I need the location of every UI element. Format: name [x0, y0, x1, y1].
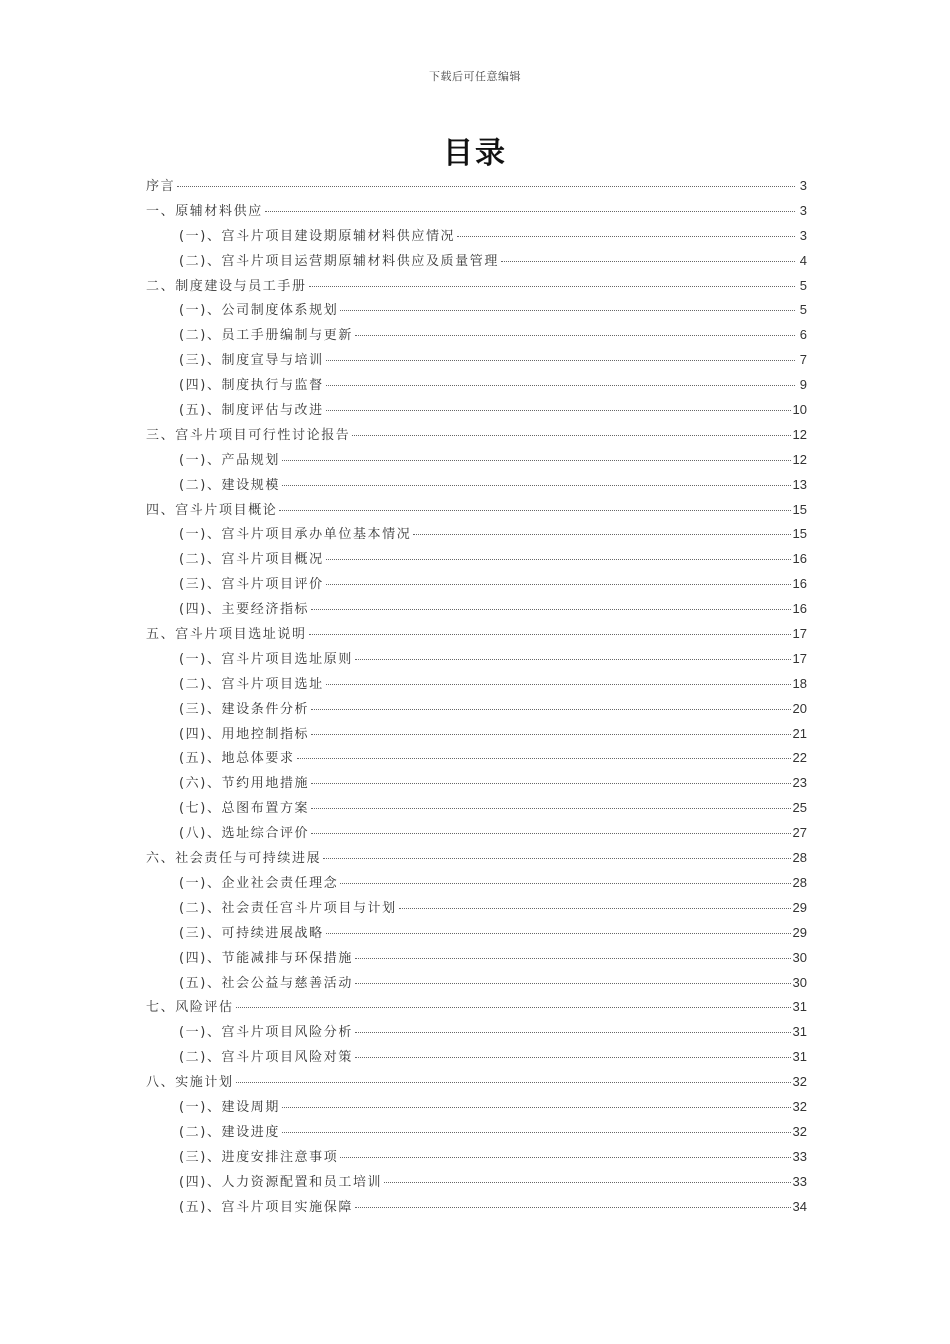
toc-entry-text: (二)、建设进度: [179, 1124, 280, 1140]
toc-entry-text: (五)、宫斗片项目实施保障: [179, 1199, 353, 1215]
toc-dot-leader: [309, 285, 795, 287]
toc-entry-text: (一)、宫斗片项目风险分析: [179, 1025, 353, 1041]
toc-dot-leader: [355, 658, 791, 660]
toc-entry-text: (二)、宫斗片项目概况: [179, 552, 324, 568]
toc-dot-leader: [282, 1131, 791, 1133]
toc-entry-text: (四)、用地控制指标: [179, 726, 310, 742]
toc-entry[interactable]: [146, 473, 807, 498]
toc-entry[interactable]: [146, 199, 807, 224]
toc-dot-leader: [399, 907, 791, 909]
toc-page-number: 29: [792, 924, 807, 940]
toc-dot-leader: [282, 459, 791, 461]
toc-page-number: 5: [799, 277, 807, 293]
toc-entry[interactable]: [146, 224, 807, 249]
toc-entry-text: (八)、选址综合评价: [179, 826, 310, 842]
toc-entry[interactable]: [146, 423, 807, 448]
toc-dot-leader: [297, 757, 791, 759]
toc-entry-text: 一、原辅材料供应: [146, 203, 263, 219]
toc-entry-text: (一)、宫斗片项目承办单位基本情况: [179, 527, 412, 543]
toc-page-number: 33: [792, 1173, 807, 1189]
toc-entry[interactable]: [146, 896, 807, 921]
toc-dot-leader: [309, 633, 791, 635]
toc-page-number: 30: [792, 974, 807, 990]
toc-dot-leader: [282, 1106, 791, 1108]
toc-entry[interactable]: [146, 871, 807, 896]
toc-dot-leader: [355, 1056, 791, 1058]
toc-entry[interactable]: [146, 572, 807, 597]
toc-dot-leader: [355, 334, 795, 336]
toc-entry[interactable]: [146, 323, 807, 348]
toc-entry[interactable]: [146, 946, 807, 971]
toc-page-number: 17: [792, 626, 807, 642]
toc-entry[interactable]: [146, 522, 807, 547]
toc-page-number: 22: [792, 750, 807, 766]
toc-page-number: 5: [799, 302, 807, 318]
toc-entry-text: (三)、可持续进展战略: [179, 925, 324, 941]
toc-title: 目录: [443, 136, 507, 171]
toc-dot-leader: [326, 932, 791, 934]
toc-entry-text: (二)、社会责任宫斗片项目与计划: [179, 900, 397, 916]
toc-entry[interactable]: [146, 547, 807, 572]
toc-dot-leader: [326, 409, 791, 411]
toc-entry[interactable]: [146, 1045, 807, 1070]
toc-dot-leader: [340, 1156, 790, 1158]
toc-page-number: 32: [792, 1123, 807, 1139]
toc-page-number: 7: [799, 352, 807, 368]
toc-entry[interactable]: [146, 846, 807, 871]
toc-entry-text: 序言: [146, 179, 176, 194]
toc-page-number: 34: [792, 1198, 807, 1214]
toc-entry-text: (一)、建设周期: [179, 1099, 280, 1115]
toc-entry[interactable]: [146, 1020, 807, 1045]
toc-dot-leader: [340, 882, 790, 884]
toc-dot-leader: [311, 782, 790, 784]
toc-entry[interactable]: [146, 373, 807, 398]
toc-page-number: 31: [792, 1024, 807, 1040]
toc-dot-leader: [326, 583, 791, 585]
toc-page-number: 27: [792, 825, 807, 841]
toc-entry[interactable]: [146, 1195, 807, 1220]
toc-entry[interactable]: [146, 722, 807, 747]
toc-entry-text: 七、风险评估: [146, 1000, 234, 1016]
toc-page-number: 17: [792, 650, 807, 666]
toc-entry-text: (六)、节约用地措施: [179, 776, 310, 792]
toc-page-number: 3: [799, 227, 807, 243]
toc-entry-text: (五)、社会公益与慈善活动: [179, 975, 353, 991]
toc-dot-leader: [265, 210, 795, 212]
toc-page-number: 32: [792, 1074, 807, 1090]
toc-entry-text: (四)、制度执行与监督: [179, 378, 324, 394]
toc-entry[interactable]: [146, 174, 807, 199]
toc-entry[interactable]: [146, 298, 807, 323]
toc-entry[interactable]: [146, 771, 807, 796]
toc-page-number: 21: [792, 725, 807, 741]
toc-page-number: 31: [792, 999, 807, 1015]
toc-entry[interactable]: [146, 647, 807, 672]
toc-entry-text: 二、制度建设与员工手册: [146, 278, 307, 294]
toc-entry[interactable]: [146, 249, 807, 274]
toc-entry-text: (一)、企业社会责任理念: [179, 875, 339, 891]
toc-entry-text: (二)、员工手册编制与更新: [179, 328, 353, 344]
toc-entry-text: (三)、制度宣导与培训: [179, 353, 324, 369]
toc-entry[interactable]: [146, 448, 807, 473]
toc-page-number: 16: [792, 551, 807, 567]
toc-dot-leader: [311, 708, 790, 710]
toc-page-number: 13: [792, 476, 807, 492]
toc-page-number: 9: [799, 377, 807, 393]
toc-entry[interactable]: [146, 921, 807, 946]
toc-entry[interactable]: [146, 796, 807, 821]
toc-entry[interactable]: [146, 821, 807, 846]
toc-page-number: 29: [792, 899, 807, 915]
toc-entry[interactable]: [146, 1120, 807, 1145]
toc-entry-text: (七)、总图布置方案: [179, 801, 310, 817]
toc-entry[interactable]: [146, 1145, 807, 1170]
toc-dot-leader: [311, 807, 790, 809]
toc-page-number: 30: [792, 949, 807, 965]
table-of-contents: [146, 174, 807, 1219]
toc-entry-text: 四、宫斗片项目概论: [146, 502, 278, 518]
toc-entry-text: (三)、建设条件分析: [179, 701, 310, 717]
toc-dot-leader: [352, 434, 790, 436]
toc-entry[interactable]: [146, 995, 807, 1020]
toc-dot-leader: [311, 733, 790, 735]
toc-entry-text: 八、实施计划: [146, 1075, 234, 1091]
toc-page-number: 23: [792, 775, 807, 791]
toc-dot-leader: [311, 832, 790, 834]
toc-dot-leader: [323, 857, 790, 859]
toc-dot-leader: [355, 1031, 791, 1033]
toc-dot-leader: [326, 359, 795, 361]
toc-dot-leader: [279, 509, 790, 511]
toc-dot-leader: [326, 683, 791, 685]
toc-dot-leader: [311, 608, 790, 610]
toc-entry-text: (四)、主要经济指标: [179, 602, 310, 618]
toc-dot-leader: [326, 384, 795, 386]
toc-dot-leader: [282, 484, 791, 486]
toc-entry[interactable]: [146, 498, 807, 523]
toc-dot-leader: [413, 533, 790, 535]
toc-entry-text: (三)、宫斗片项目评价: [179, 577, 324, 593]
toc-page-number: 31: [792, 1049, 807, 1065]
header-note: 下载后可任意编辑: [429, 70, 521, 83]
toc-page-number: 12: [792, 426, 807, 442]
toc-entry-text: 三、宫斗片项目可行性讨论报告: [146, 427, 351, 443]
toc-entry[interactable]: [146, 348, 807, 373]
toc-entry[interactable]: [146, 697, 807, 722]
toc-entry-text: (一)、宫斗片项目选址原则: [179, 651, 353, 667]
toc-entry[interactable]: [146, 746, 807, 771]
toc-page-number: 25: [792, 800, 807, 816]
toc-entry[interactable]: [146, 1095, 807, 1120]
toc-dot-leader: [501, 260, 795, 262]
toc-page-number: 12: [792, 451, 807, 467]
toc-page-number: 28: [792, 874, 807, 890]
toc-page-number: 3: [799, 178, 807, 193]
toc-page-number: 15: [792, 501, 807, 517]
toc-entry[interactable]: [146, 274, 807, 299]
toc-dot-leader: [236, 1081, 791, 1083]
toc-entry-text: (一)、产品规划: [179, 452, 280, 468]
toc-entry[interactable]: [146, 672, 807, 697]
toc-dot-leader: [355, 1206, 791, 1208]
toc-dot-leader: [236, 1006, 791, 1008]
toc-dot-leader: [384, 1181, 790, 1183]
toc-page-number: 28: [792, 850, 807, 866]
toc-entry-text: (五)、地总体要求: [179, 751, 295, 767]
toc-page-number: 16: [792, 601, 807, 617]
toc-entry-text: 五、宫斗片项目选址说明: [146, 627, 307, 643]
toc-entry-text: (二)、建设规模: [179, 477, 280, 493]
toc-dot-leader: [326, 558, 791, 560]
toc-entry-text: (二)、宫斗片项目选址: [179, 676, 324, 692]
toc-page-number: 16: [792, 576, 807, 592]
toc-page-number: 15: [792, 526, 807, 542]
toc-entry[interactable]: [146, 1170, 807, 1195]
toc-dot-leader: [177, 185, 795, 187]
toc-page-number: 6: [799, 327, 807, 343]
toc-page-number: 20: [792, 700, 807, 716]
toc-page-number: 32: [792, 1098, 807, 1114]
toc-entry[interactable]: [146, 398, 807, 423]
toc-entry-text: (四)、人力资源配置和员工培训: [179, 1174, 383, 1190]
toc-entry[interactable]: [146, 971, 807, 996]
toc-entry-text: (三)、进度安排注意事项: [179, 1149, 339, 1165]
toc-entry-text: (二)、宫斗片项目风险对策: [179, 1050, 353, 1066]
toc-page-number: 10: [792, 402, 807, 418]
toc-entry[interactable]: [146, 1070, 807, 1095]
toc-entry-text: (五)、制度评估与改进: [179, 403, 324, 419]
toc-entry-text: (一)、宫斗片项目建设期原辅材料供应情况: [179, 228, 456, 244]
toc-page-number: 4: [799, 252, 807, 268]
toc-page-number: 18: [792, 675, 807, 691]
toc-entry-text: (一)、公司制度体系规划: [179, 303, 339, 319]
toc-dot-leader: [355, 982, 791, 984]
toc-entry[interactable]: [146, 597, 807, 622]
toc-entry-text: (二)、宫斗片项目运营期原辅材料供应及质量管理: [179, 253, 499, 269]
toc-page-number: 33: [792, 1148, 807, 1164]
toc-entry-text: (四)、节能减排与环保措施: [179, 950, 353, 966]
toc-entry[interactable]: [146, 622, 807, 647]
toc-dot-leader: [340, 309, 795, 311]
toc-entry-text: 六、社会责任与可持续进展: [146, 851, 322, 867]
toc-dot-leader: [355, 957, 791, 959]
toc-page-number: 3: [799, 202, 807, 218]
toc-dot-leader: [457, 235, 795, 237]
